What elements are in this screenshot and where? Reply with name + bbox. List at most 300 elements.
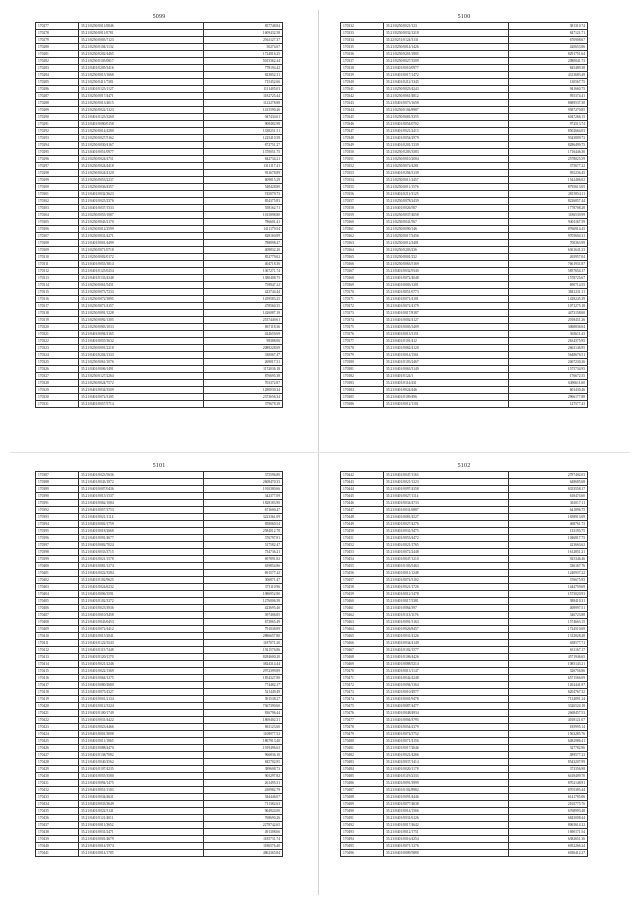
record-id-cell: 170286 <box>36 86 79 93</box>
record-id-cell: 170423 <box>36 724 79 731</box>
parcel-code-cell: 35.21/0401/0077/4638 <box>384 801 509 808</box>
amount-cell: 1186576.40 <box>204 843 283 850</box>
record-id-cell: 170353 <box>341 170 384 177</box>
table-row <box>341 549 588 556</box>
amount-cell: 389608.73 <box>204 766 283 773</box>
amount-cell: 1574663.15 <box>509 619 588 626</box>
parcel-code-cell: 35.21/0250/0037/4058 <box>384 212 509 219</box>
record-id-cell: 170480 <box>341 738 384 745</box>
amount-cell: 2467230.26 <box>509 359 588 366</box>
table-row <box>341 387 588 394</box>
table-row <box>341 79 588 86</box>
amount-cell: 641896.75 <box>509 507 588 514</box>
amount-cell: 5015362.44 <box>204 58 283 65</box>
amount-cell: 548428.80 <box>204 184 283 191</box>
parcel-code-cell: 35.21/0401/0010/0977 <box>384 65 509 72</box>
record-id-cell: 170435 <box>36 808 79 815</box>
ledger-table <box>340 471 588 857</box>
table-row <box>36 352 283 359</box>
record-id-cell: 170387 <box>36 472 79 479</box>
parcel-code-cell: 35.21/0250/0055/1087 <box>79 212 204 219</box>
parcel-code-cell: 35.21/0401/0204/1333 <box>79 352 204 359</box>
parcel-code-cell: 35.21/0401/0011/3652 <box>79 822 204 829</box>
record-id-cell: 170339 <box>341 72 384 79</box>
table-row <box>341 801 588 808</box>
parcel-code-cell: 35.21/0401/0002/4127 <box>384 317 509 324</box>
amount-cell: 972513.74 <box>509 121 588 128</box>
table-row <box>36 724 283 731</box>
table-row <box>341 128 588 135</box>
table-row <box>36 247 283 254</box>
amount-cell: 1225410.58 <box>204 135 283 142</box>
amount-cell: 2966177.88 <box>509 394 588 401</box>
table-row <box>341 682 588 689</box>
record-id-cell: 170448 <box>341 514 384 521</box>
table-row <box>341 738 588 745</box>
amount-cell: 420653.86 <box>509 44 588 51</box>
parcel-code-cell: 35.21/0401/0053/4472 <box>384 535 509 542</box>
amount-cell: 768690.26 <box>204 815 283 822</box>
parcel-code-cell: 35.21/0401/0015/2041 <box>79 633 204 640</box>
parcel-code-cell: 35.21/0401/0062/4120 <box>384 345 509 352</box>
record-id-cell: 170454 <box>341 556 384 563</box>
amount-cell: 375677.22 <box>509 163 588 170</box>
amount-cell: 711382.63 <box>204 801 283 808</box>
amount-cell: 376797.81 <box>204 535 283 542</box>
parcel-code-cell: 35.21/0401/0037/1414 <box>384 759 509 766</box>
record-id-cell: 170433 <box>36 794 79 801</box>
record-id-cell: 170467 <box>341 647 384 654</box>
amount-cell: 9705604.31 <box>509 233 588 240</box>
record-id-cell: 170481 <box>341 745 384 752</box>
ledger-page-number: 5102 <box>457 463 471 469</box>
amount-cell: 4473158.60 <box>509 310 588 317</box>
parcel-code-cell: 35.21/0401/0133/4348 <box>79 275 204 282</box>
record-id-cell: 170459 <box>341 591 384 598</box>
record-id-cell: 170329 <box>36 387 79 394</box>
table-row <box>36 373 283 380</box>
table-row <box>36 801 283 808</box>
parcel-code-cell: 35.21/0401/0054/2379 <box>384 724 509 731</box>
amount-cell: 4313683.49 <box>509 72 588 79</box>
amount-cell: 6052266.24 <box>509 843 588 850</box>
record-id-cell: 170407 <box>36 612 79 619</box>
amount-cell: 391538.27 <box>204 696 283 703</box>
table-row <box>36 170 283 177</box>
table-row <box>36 114 283 121</box>
amount-cell: 1690171.54 <box>509 829 588 836</box>
table-row <box>341 149 588 156</box>
table-row <box>36 184 283 191</box>
record-id-cell: 170437 <box>36 822 79 829</box>
parcel-code-cell: 35.21/0401/0211/3125 <box>384 191 509 198</box>
parcel-code-cell: 35.21/0401/0094/2165 <box>79 331 204 338</box>
record-id-cell: 170393 <box>36 514 79 521</box>
table-row <box>36 591 283 598</box>
amount-cell: 609815.29 <box>204 177 283 184</box>
parcel-code-cell: 35.21/0250/0012/3401 <box>384 240 509 247</box>
table-row <box>36 584 283 591</box>
parcel-code-cell: 35.21/0250/0003/7123 <box>79 37 204 44</box>
amount-cell: 858060.54 <box>204 521 283 528</box>
record-id-cell: 170376 <box>341 331 384 338</box>
parcel-code-cell: 35.21/0250/0105/0817 <box>79 58 204 65</box>
record-id-cell: 170316 <box>36 296 79 303</box>
amount-cell: 845489.38 <box>509 65 588 72</box>
record-id-cell: 170347 <box>341 128 384 135</box>
amount-cell: 2972399.89 <box>204 668 283 675</box>
parcel-code-cell: 35.21/0401/0037/1533 <box>79 205 204 212</box>
record-id-cell: 170380 <box>341 359 384 366</box>
amount-cell: 8502664.03 <box>509 128 588 135</box>
amount-cell: 4571946.65 <box>509 654 588 661</box>
parcel-code-cell: 35.21/0401/0064/397 <box>384 605 509 612</box>
parcel-code-cell: 35.21/0401/0021/1765 <box>384 542 509 549</box>
parcel-code-cell: 35.21/0401/0017/2646 <box>384 745 509 752</box>
amount-cell: 861123.60 <box>204 724 283 731</box>
amount-cell: 1867913.40 <box>204 738 283 745</box>
record-id-cell: 170289 <box>36 107 79 114</box>
table-row <box>36 44 283 51</box>
record-id-cell: 170297 <box>36 163 79 170</box>
parcel-code-cell: 35.21/0250/0201/1805 <box>384 51 509 58</box>
parcel-code-cell: 35.21/0401/0024/6232 <box>79 584 204 591</box>
parcel-code-cell: 35.21/0250/0027/3509 <box>384 58 509 65</box>
table-row <box>341 472 588 479</box>
parcel-code-cell: 35.21/0401/0091/3163 <box>384 619 509 626</box>
parcel-code-cell: 35.21/0401/0125/0254 <box>79 268 204 275</box>
parcel-code-cell: 35.21/0401/0091/3999 <box>384 780 509 787</box>
table-row <box>341 717 588 724</box>
parcel-code-cell: 35.21/0401/0017/8187 <box>384 310 509 317</box>
record-id-cell: 170452 <box>341 542 384 549</box>
record-id-cell: 170369 <box>341 282 384 289</box>
table-row <box>341 710 588 717</box>
table-row <box>341 394 588 401</box>
parcel-code-cell: 35.21/0401/0091/4677 <box>79 535 204 542</box>
table-row <box>36 535 283 542</box>
amount-cell: 3223361.09 <box>204 514 283 521</box>
amount-cell: 1367271.74 <box>204 268 283 275</box>
amount-cell: 408832.20 <box>204 247 283 254</box>
record-id-cell: 170451 <box>341 535 384 542</box>
record-id-cell: 170305 <box>36 219 79 226</box>
record-id-cell: 170364 <box>341 247 384 254</box>
record-id-cell: 170277 <box>36 23 79 30</box>
record-id-cell: 170389 <box>36 486 79 493</box>
amount-cell: 1919496.63 <box>204 745 283 752</box>
record-id-cell: 170368 <box>341 275 384 282</box>
amount-cell: 2815854.11 <box>509 191 588 198</box>
record-id-cell: 170478 <box>341 724 384 731</box>
amount-cell: 1280030.34 <box>204 387 283 394</box>
parcel-code-cell: 35.21/0250/0012/2599 <box>79 226 204 233</box>
parcel-code-cell: 35.21/0250/0071/4157 <box>79 303 204 310</box>
parcel-code-cell: 35.21/0401/0054/2979 <box>384 135 509 142</box>
table-row <box>36 577 283 584</box>
table-row <box>341 366 588 373</box>
table-row <box>36 633 283 640</box>
parcel-code-cell: 35.21/0401/0021/1223 <box>384 479 509 486</box>
record-id-cell: 170399 <box>36 556 79 563</box>
amount-cell: 306871.47 <box>204 577 283 584</box>
amount-cell: 330067.47 <box>204 352 283 359</box>
table-row <box>341 507 588 514</box>
table-row <box>36 387 283 394</box>
record-id-cell: 170351 <box>341 156 384 163</box>
ledger-table <box>35 471 283 857</box>
record-id-cell: 170444 <box>341 486 384 493</box>
amount-cell: 791038.89 <box>204 626 283 633</box>
amount-cell: 342377.09 <box>204 493 283 500</box>
record-id-cell: 170442 <box>341 472 384 479</box>
amount-cell: 1276006.58 <box>204 598 283 605</box>
table-row <box>36 51 283 58</box>
parcel-code-cell: 35.21/0401/0072/4179 <box>384 303 509 310</box>
parcel-code-cell: 35.21/0401/0074/3752 <box>384 731 509 738</box>
record-id-cell: 170405 <box>36 598 79 605</box>
parcel-code-cell: 35.21/0250/0024/4751 <box>79 156 204 163</box>
record-id-cell: 170367 <box>341 268 384 275</box>
amount-cell: 3068836.04 <box>509 324 588 331</box>
parcel-code-cell: 35.21/0401/0074/3102 <box>384 577 509 584</box>
table-row <box>341 226 588 233</box>
amount-cell: 836796.44 <box>204 710 283 717</box>
amount-cell: 690714.55 <box>509 282 588 289</box>
record-id-cell: 170446 <box>341 500 384 507</box>
table-row <box>36 668 283 675</box>
parcel-code-cell: 35.21/0401/0121/4011 <box>79 815 204 822</box>
amount-cell: 6047266.15 <box>509 114 588 121</box>
record-id-cell: 170303 <box>36 205 79 212</box>
record-id-cell: 170357 <box>341 198 384 205</box>
table-row <box>36 780 283 787</box>
table-row <box>36 30 283 37</box>
table-row <box>341 612 588 619</box>
parcel-code-cell: 35.21/0401/0014/1785 <box>79 850 204 857</box>
record-id-cell: 170317 <box>36 303 79 310</box>
amount-cell: 269017.31 <box>204 359 283 366</box>
record-id-cell: 170402 <box>36 577 79 584</box>
record-id-cell: 170476 <box>341 710 384 717</box>
amount-cell: 346723.88 <box>509 612 588 619</box>
amount-cell: 8291751.64 <box>509 51 588 58</box>
amount-cell: 127577.43 <box>509 401 588 408</box>
table-row <box>36 822 283 829</box>
amount-cell: 1185731.74 <box>204 836 283 843</box>
record-id-cell: 170483 <box>341 759 384 766</box>
table-row <box>36 212 283 219</box>
amount-cell: 8705385.44 <box>509 787 588 794</box>
parcel-code-cell: 35.21/0401/0073/1658 <box>384 100 509 107</box>
record-id-cell: 170352 <box>341 163 384 170</box>
amount-cell: 1311117.41 <box>204 163 283 170</box>
record-id-cell: 170473 <box>341 689 384 696</box>
parcel-code-cell: 35.21/0401/0025/2376 <box>79 198 204 205</box>
parcel-code-cell: 35.21/0250/0411/7381 <box>79 79 204 86</box>
amount-cell: 6353558.17 <box>509 486 588 493</box>
record-id-cell: 170279 <box>36 37 79 44</box>
parcel-code-cell: 35.21/0401/0020/1178 <box>384 766 509 773</box>
parcel-code-cell: 35.21/0401/0043/6453 <box>79 619 204 626</box>
amount-cell: 1086952.80 <box>204 591 283 598</box>
table-row <box>341 247 588 254</box>
amount-cell: 423695.46 <box>204 605 283 612</box>
record-id-cell: 170371 <box>341 296 384 303</box>
table-row <box>36 380 283 387</box>
table-row <box>36 149 283 156</box>
record-id-cell: 170420 <box>36 703 79 710</box>
parcel-code-cell: 35.21/0401/0022/1369 <box>79 668 204 675</box>
table-row <box>341 380 588 387</box>
amount-cell: 8689537.30 <box>509 100 588 107</box>
table-row <box>341 794 588 801</box>
record-id-cell: 170388 <box>36 479 79 486</box>
parcel-code-cell: 35.21/0401/0047/1163 <box>384 472 509 479</box>
amount-cell: 373110.96 <box>204 584 283 591</box>
table-row <box>341 58 588 65</box>
parcel-code-cell: 35.21/0401/0102/1577 <box>384 647 509 654</box>
amount-cell: 558162.71 <box>204 205 283 212</box>
parcel-code-cell: 35.21/0401/0124/1 <box>384 373 509 380</box>
parcel-code-cell: 35.21/0401/0081/4527 <box>384 514 509 521</box>
record-id-cell: 170343 <box>341 100 384 107</box>
amount-cell: 2537449.61 <box>204 317 283 324</box>
parcel-code-cell: 35.21/0401/0138/7082 <box>79 752 204 759</box>
amount-cell: 361017.11 <box>509 500 588 507</box>
table-row <box>36 766 283 773</box>
table-row <box>36 843 283 850</box>
table-row <box>341 598 588 605</box>
amount-cell: 759947.22 <box>204 282 283 289</box>
amount-cell: 336167.76 <box>509 563 588 570</box>
parcel-code-cell: 35.21/0250/0053/2237 <box>79 177 204 184</box>
record-id-cell: 170487 <box>341 787 384 794</box>
record-id-cell: 170295 <box>36 149 79 156</box>
amount-cell: 8795613.05 <box>509 184 588 191</box>
record-id-cell: 170315 <box>36 289 79 296</box>
record-id-cell: 170471 <box>341 675 384 682</box>
amount-cell: 8284600.20 <box>204 654 283 661</box>
table-row <box>341 72 588 79</box>
record-id-cell: 170424 <box>36 731 79 738</box>
ledger-body <box>36 472 283 857</box>
parcel-code-cell: 35.21/0401/0014/1566 <box>384 808 509 815</box>
table-row <box>36 331 283 338</box>
parcel-code-cell: 35.21/0401/0032/3623 <box>79 191 204 198</box>
ledger-panel-top-right <box>340 14 588 408</box>
record-id-cell: 170394 <box>36 521 79 528</box>
table-row <box>36 226 283 233</box>
record-id-cell: 170486 <box>341 780 384 787</box>
parcel-code-cell: 35.21/0401/0205/3416 <box>79 65 204 72</box>
amount-cell: 905297.82 <box>204 773 283 780</box>
record-id-cell: 170465 <box>341 633 384 640</box>
table-row <box>36 156 283 163</box>
amount-cell: 2668457.53 <box>509 710 588 717</box>
parcel-code-cell: 35.21/0401/0027/1114 <box>384 493 509 500</box>
parcel-code-cell: 35.21/0401/0023/3936 <box>79 605 204 612</box>
parcel-code-cell: 35.21/0250/0091/2218 <box>79 345 204 352</box>
parcel-code-cell: 35.21/0401/0091/4446 <box>384 794 509 801</box>
parcel-code-cell: 35.21/0250/0092/1305 <box>79 317 204 324</box>
record-id-cell: 170408 <box>36 619 79 626</box>
table-row <box>36 521 283 528</box>
amount-cell: 1828183.90 <box>204 500 283 507</box>
parcel-code-cell: 35.21/0401/0001/4679 <box>79 836 204 843</box>
record-id-cell: 170334 <box>341 37 384 44</box>
amount-cell: 9587270.85 <box>509 107 588 114</box>
table-row <box>341 703 588 710</box>
table-row <box>341 556 588 563</box>
table-row <box>341 240 588 247</box>
amount-cell: 5857654.17 <box>509 268 588 275</box>
table-row <box>36 556 283 563</box>
parcel-code-cell: 35.21/0401/0001/3008 <box>79 731 204 738</box>
record-id-cell: 170445 <box>341 493 384 500</box>
table-row <box>341 640 588 647</box>
record-id-cell: 170493 <box>341 829 384 836</box>
table-row <box>36 233 283 240</box>
record-id-cell: 170496 <box>341 850 384 857</box>
amount-cell: 1111405.03 <box>204 86 283 93</box>
record-id-cell: 170384 <box>341 387 384 394</box>
parcel-code-cell: 35.21/0250/0011/0846 <box>79 23 204 30</box>
table-row <box>36 93 283 100</box>
amount-cell: 379678.38 <box>204 401 283 408</box>
record-id-cell: 170373 <box>341 310 384 317</box>
table-row <box>36 58 283 65</box>
parcel-code-cell: 35.21/0401/0102/8982 <box>384 787 509 794</box>
record-id-cell: 170475 <box>341 703 384 710</box>
record-id-cell: 170296 <box>36 156 79 163</box>
amount-cell: 2578025.59 <box>509 156 588 163</box>
parcel-code-cell: 35.21/0401/0012/1478 <box>384 591 509 598</box>
ledger-page-number: 5099 <box>152 14 166 20</box>
table-row <box>341 542 588 549</box>
amount-cell: 3326524.18 <box>509 703 588 710</box>
record-id-cell: 170464 <box>341 626 384 633</box>
record-id-cell: 170344 <box>341 107 384 114</box>
table-row <box>36 710 283 717</box>
table-row <box>341 142 588 149</box>
table-row <box>341 114 588 121</box>
parcel-code-cell: 35.21/0250/0081/3355 <box>384 114 509 121</box>
parcel-code-cell: 35.21/0250/0030/4167 <box>79 142 204 149</box>
record-id-cell: 170418 <box>36 689 79 696</box>
table-row <box>341 135 588 142</box>
record-id-cell: 170341 <box>341 86 384 93</box>
parcel-code-cell: 35.21/0401/0125/3260 <box>79 114 204 121</box>
table-row <box>36 836 283 843</box>
amount-cell: 2561127.37 <box>204 37 283 44</box>
record-id-cell: 170460 <box>341 598 384 605</box>
amount-cell: 786601.41 <box>204 219 283 226</box>
amount-cell: 1854327.80 <box>204 675 283 682</box>
record-id-cell: 170453 <box>341 549 384 556</box>
parcel-code-cell: 35.21/0401/0003/1201 <box>384 282 509 289</box>
parcel-code-cell: 35.21/0401/0033/3649 <box>79 801 204 808</box>
record-id-cell: 170494 <box>341 836 384 843</box>
record-id-cell: 170419 <box>36 696 79 703</box>
table-row <box>341 345 588 352</box>
parcel-code-cell: 35.21/0401/0100/1749 <box>79 710 204 717</box>
table-row <box>36 661 283 668</box>
record-id-cell: 170439 <box>36 836 79 843</box>
amount-cell: 867118.36 <box>204 324 283 331</box>
parcel-code-cell: 35.21/0250/0061/4812 <box>384 93 509 100</box>
record-id-cell: 170293 <box>36 135 79 142</box>
